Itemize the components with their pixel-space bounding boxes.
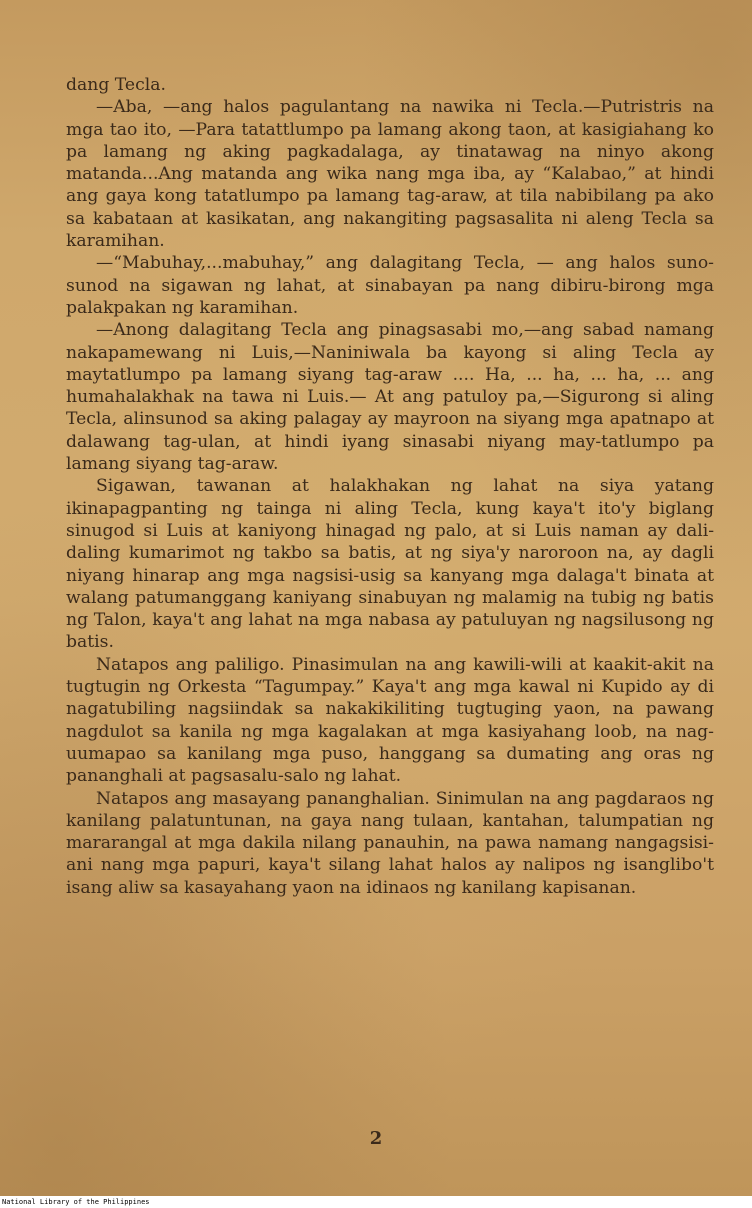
page-number: 2 (369, 1128, 383, 1149)
paragraph-7: Natapos ang masayang pananghalian. Sinimulan na ang pagdaraos ng kanilang palatuntunan, na gaya nang tulaan, kantahan, talumpatian ng mararangal at mga dakila nilang panauhin, na pawa namang nangagsisi-ani nang mga papuri, kaya't silang lahat halos ay nalipos ng isanglibo't isang aliw sa kasayahang yaon na idinaos ng kanilang kapisanan. (66, 788, 714, 898)
paragraph-1: dang Tecla. (66, 75, 166, 95)
body-text (66, 74, 714, 899)
paragraph-4: —Anong dalagitang Tecla ang pinagsasabi mo,—ang sabad namang nakapamewang ni Luis,—Naniniwala ba kayong si aling Tecla ay maytatlumpo pa lamang siyang tag-araw .... Ha, ... ha, ... ha, ... ang humahalakhak na tawa ni Luis.— At ang patuloy pa,—Sigurong si aling Tecla, alinsunod sa aking palagay ay mayroon na siyang mga apatnapo at dalawang tag-ulan, at hindi iyang sinasabi niyang may-tatlumpo pa lamang siyang tag-araw. (66, 320, 714, 475)
paragraph-2: —Aba, —ang halos pagulantang na nawika ni Tecla.—Putristris na mga tao ito, —Para tatattlumpo pa lamang akong taon, at kasigiahang ko pa lamang ng aking pagkadalaga, ay tinatawag na ninyo akong matanda...Ang matanda ang wika nang mga iba, ay “Kalabao,” at hindi ang gaya kong tatatlumpo pa lamang tag-araw, at tila nabibilang pa ako sa kabataan at kasikatan, ang nakangiting pagsasalita ni aleng Tecla sa karamihan. (66, 97, 714, 252)
paragraph-5: Sigawan, tawanan at halakhakan ng lahat na siya yatang ikinapagpanting ng tainga ni aling Tecla, kung kaya't ito'y biglang sinugod si Luis at kaniyong hinagad ng palo, at si Luis naman ay dali-daling kumarimot ng takbo sa batis, at ng siya'y naroroon na, ay dagli niyang hinarap ang mga nagsisi-usig sa kanyang mga dalaga't binata at walang patumanggang kaniyang sinabuyan ng malamig na tubig ng batis ng Talon, kaya't ang lahat na mga nabasa ay patuluyan ng nagsilusong ng batis. (66, 476, 714, 653)
paragraph-6: Natapos ang paliligo. Pinasimulan na ang kawili-wili at kaakit-akit na tugtugin ng Orkesta “Tagumpay.” Kaya't ang mga kawal ni Kupido ay di nagatubiling nagsiindak sa nakakikiliting tugtuging yaon, na pawang nagdulot sa kanila ng mga kagalakan at mga kasiyahang loob, na nag-uumapao sa kanilang mga puso, hanggang sa dumating ang oras ng pananghali at pagsasalu-salo ng lahat. (66, 654, 714, 787)
paragraph-3: —“Mabuhay,...mabuhay,” ang dalagitang Tecla, — ang halos suno-sunod na sigawan ng lahat, at sinabayan pa nang dibiru-birong mga palakpakan ng karamihan. (66, 253, 714, 318)
library-credit: National Library of the Philippines (2, 1198, 150, 1206)
